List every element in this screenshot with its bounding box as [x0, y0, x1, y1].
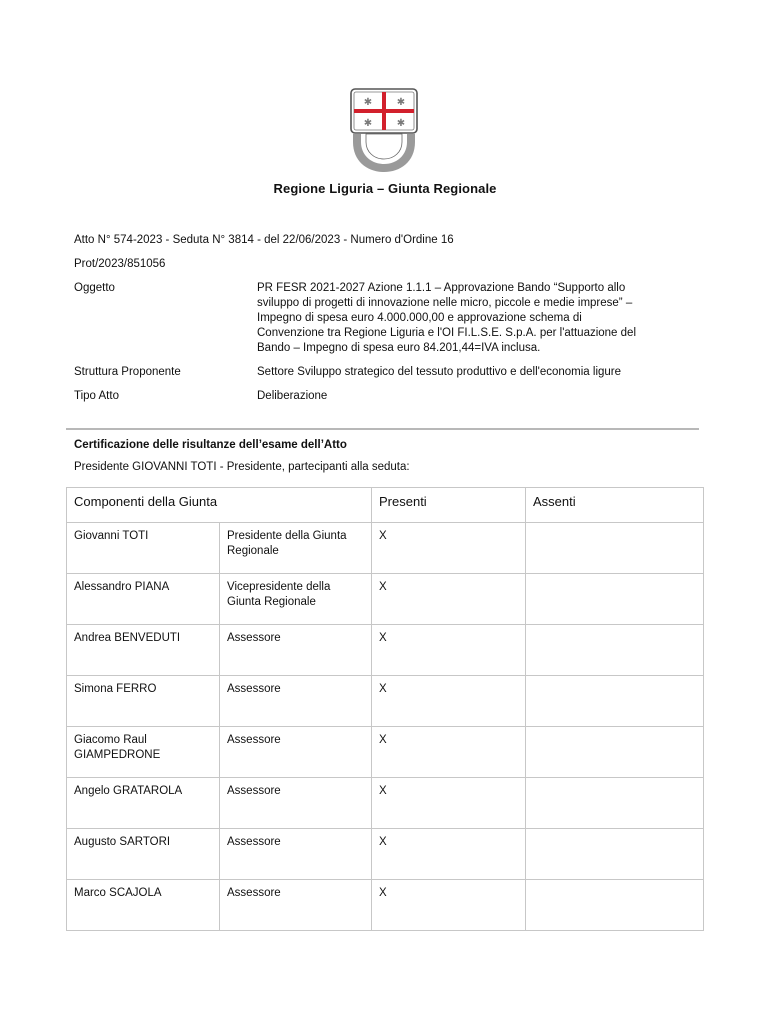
member-name: Angelo GRATAROLA [67, 778, 220, 829]
oggetto-line: Impegno di spesa euro 4.000.000,00 e approvazione schema di [257, 312, 582, 324]
assente-cell [526, 676, 704, 727]
member-role: Assessore [220, 778, 372, 829]
assente-cell [526, 829, 704, 880]
table-row [67, 829, 704, 880]
tipo-atto-label: Tipo Atto [74, 390, 119, 402]
assente-cell [526, 625, 704, 676]
protocol-number: Prot/2023/851056 [74, 258, 166, 270]
presente-cell: X [372, 625, 526, 676]
assente-cell [526, 523, 704, 574]
table-header-row [67, 488, 704, 523]
presente-cell: X [372, 727, 526, 778]
oggetto-label: Oggetto [74, 282, 115, 294]
atto-number-line: Atto N° 574-2023 - Seduta N° 3814 - del 22/06/2023 - Numero d'Ordine 16 [74, 234, 454, 246]
table-row [67, 880, 704, 931]
header-presenti: Presenti [372, 488, 526, 523]
oggetto-line: Bando – Impegno di spesa euro 84.201,44=IVA inclusa. [257, 342, 541, 354]
svg-text:✱: ✱ [396, 97, 406, 108]
header-componenti: Componenti della Giunta [67, 488, 372, 523]
member-role: Assessore [220, 676, 372, 727]
struttura-label: Struttura Proponente [74, 366, 181, 378]
assente-cell [526, 727, 704, 778]
member-role: Assessore [220, 625, 372, 676]
member-role: Assessore [220, 727, 372, 778]
assente-cell [526, 574, 704, 625]
member-name: Alessandro PIANA [67, 574, 220, 625]
member-role: Vicepresidente della Giunta Regionale [220, 574, 372, 625]
svg-text:✱: ✱ [363, 97, 373, 108]
tipo-atto-value: Deliberazione [257, 390, 328, 402]
giunta-table [66, 487, 704, 931]
presente-cell: X [372, 574, 526, 625]
liguria-coat-of-arms-icon [349, 88, 419, 172]
table-row [67, 778, 704, 829]
oggetto-line: sviluppo di progetti di innovazione nelle micro, piccole e medie imprese” – [257, 297, 633, 309]
svg-text:✱: ✱ [363, 118, 373, 129]
member-role: Assessore [220, 880, 372, 931]
presente-cell: X [372, 829, 526, 880]
member-role: Assessore [220, 829, 372, 880]
member-name: Giovanni TOTI [67, 523, 220, 574]
struttura-value: Settore Sviluppo strategico del tessuto produttivo e dell'economia ligure [257, 366, 622, 378]
member-name: Andrea BENVEDUTI [67, 625, 220, 676]
member-name: Giacomo Raul GIAMPEDRONE [67, 727, 220, 778]
assente-cell [526, 778, 704, 829]
table-row [67, 676, 704, 727]
presente-cell: X [372, 523, 526, 574]
oggetto-line: PR FESR 2021-2027 Azione 1.1.1 – Approvazione Bando “Supporto allo [257, 282, 626, 294]
svg-text:✱: ✱ [396, 118, 406, 129]
oggetto-line: Convenzione tra Regione Liguria e l'OI FI.L.S.E. S.p.A. per l'attuazione del [257, 327, 636, 339]
assente-cell [526, 880, 704, 931]
table-row [67, 625, 704, 676]
table-row [67, 523, 704, 574]
oggetto-value [257, 281, 702, 356]
presente-cell: X [372, 880, 526, 931]
member-role: Presidente della Giunta Regionale [220, 523, 372, 574]
document-title: Regione Liguria – Giunta Regionale [273, 181, 497, 196]
certificazione-subtitle: Presidente GIOVANNI TOTI - Presidente, partecipanti alla seduta: [74, 461, 410, 473]
presente-cell: X [372, 778, 526, 829]
table-row [67, 574, 704, 625]
header-assenti: Assenti [526, 488, 704, 523]
presente-cell: X [372, 676, 526, 727]
member-name: Simona FERRO [67, 676, 220, 727]
section-divider [66, 428, 699, 430]
table-row [67, 727, 704, 778]
certificazione-heading: Certificazione delle risultanze dell’esame dell’Atto [74, 439, 347, 451]
member-name: Marco SCAJOLA [67, 880, 220, 931]
member-name: Augusto SARTORI [67, 829, 220, 880]
